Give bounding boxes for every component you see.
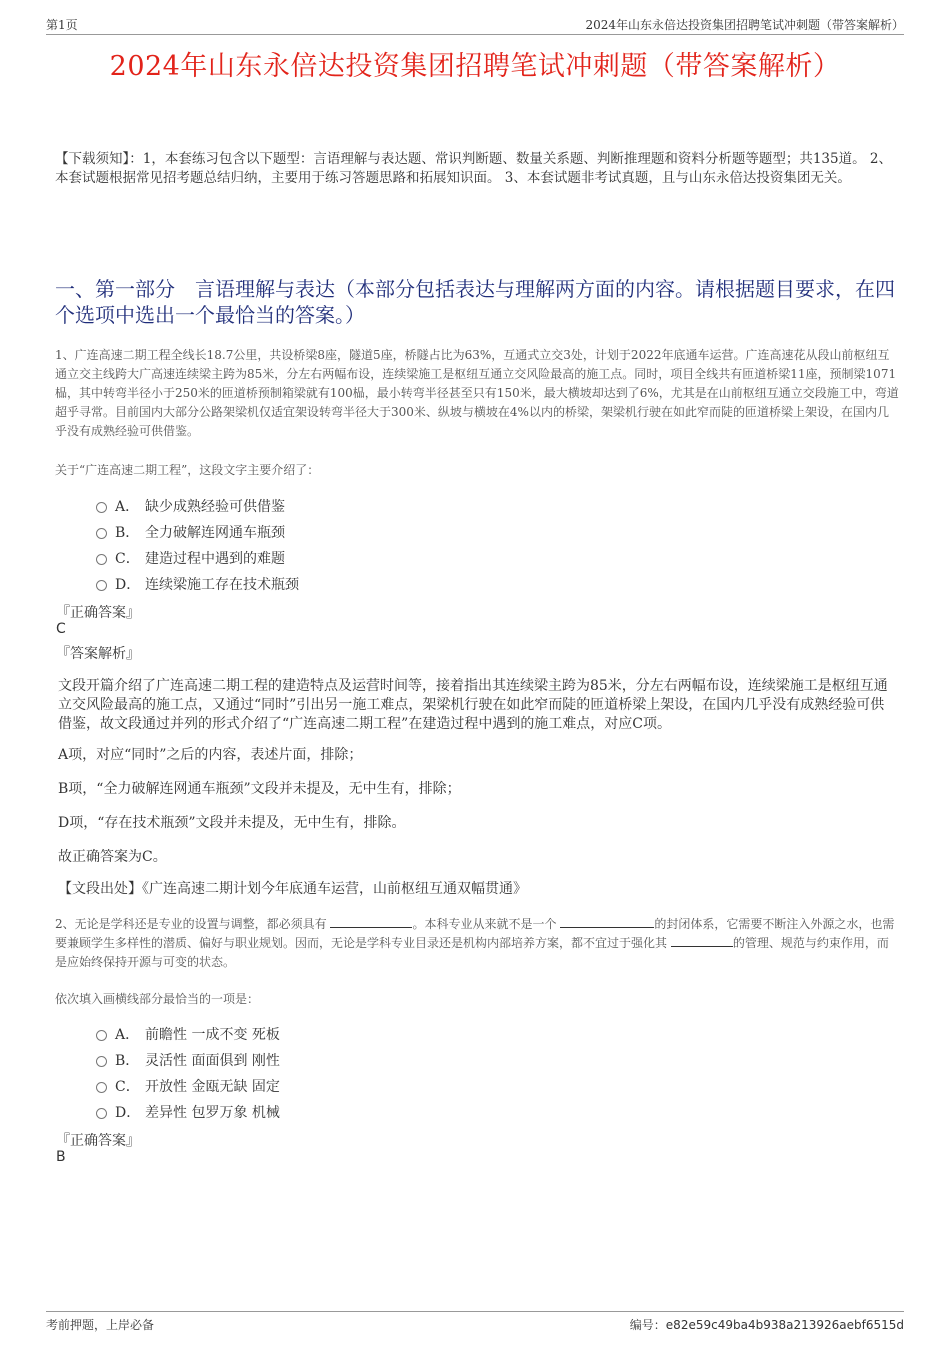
analysis-label: 『答案解析』 [56,646,140,662]
page-title: 2024年山东永倍达投资集团招聘笔试冲刺题（带答案解析） [109,51,841,82]
analysis-conclusion: 故正确答案为C。 [58,849,167,865]
header-doc-title: 2024年山东永倍达投资集团招聘笔试冲刺题（带答案解析） [585,18,904,32]
question-2-stem: 依次填入画横线部分最恰当的一项是： [55,992,260,1006]
radio-icon[interactable] [96,1056,107,1067]
page-header [46,16,904,35]
question-1-stem: 关于“广连高速二期工程”，这段文字主要介绍了： [55,463,320,477]
fill-blank-1[interactable] [330,915,412,928]
section-title: 一、第一部分 言语理解与表达（本部分包括表达与理解两方面的内容。请根据题目要求，在四个选项中选出一个最恰当的答案。） [55,277,895,327]
correct-answer-label: 『正确答案』 [56,605,140,621]
page-number: 第1页 [46,18,78,32]
fill-blank-2[interactable] [560,915,654,928]
radio-icon[interactable] [96,580,107,591]
fill-blank-3[interactable] [671,934,733,947]
radio-icon[interactable] [96,528,107,539]
correct-answer: B [56,1149,66,1165]
radio-icon[interactable] [96,1108,107,1119]
radio-icon[interactable] [96,502,107,513]
correct-answer: C [56,621,66,637]
analysis-option-a: A项，对应“同时”之后的内容，表述片面，排除； [58,747,363,763]
correct-answer-label: 『正确答案』 [56,1133,140,1149]
analysis-paragraph: 文段开篇介绍了广连高速二期工程的建造特点及运营时间等，接着指出其连续梁主跨为85米，分左右两幅布设，连续梁施工是枢纽互通立交风险最高的施工点，又通过“同时”引出另一施工难点，架梁机行驶在如此窄而陡的匝道桥梁上架设，在国内几乎没有成熟经验可供借鉴，故文段通过并列的形式介绍了“广连高速二期工程”在建造过程中遇到的施工难点，对应C项。 [58,678,888,732]
analysis-option-d: D项，“存在技术瓶颈”文段并未提及，无中生有，排除。 [58,815,406,831]
radio-icon[interactable] [96,554,107,565]
question-1-text: 1、广连高速二期工程全线长18.7公里，共设桥梁8座，隧道5座，桥隧占比为63%，互通式立交3处，计划于2022年底通车运营。广连高速花从段山前枢纽互通立交主线跨大广高速连续梁主跨为85米，分左右两幅布设，连续梁施工是枢纽互通立交风险最高的施工点。同时，项目全线共有匝道桥梁11座，预制梁1071榀，其中转弯半径小于250米的匝道桥预制箱梁就有100榀，最小转弯半径甚至只有150米，最大横坡却达到了6%，尤其是在山前枢纽互通立交段施工中，弯道超乎寻常。目前国内大部分公路架梁机仅适宜架设转弯半径大于300米、纵坡与横坡在4%以内的桥梁，架梁机行驶在如此窄而陡的匝道桥梁上架设，在国内几乎没有成熟经验可供借鉴。 [55,348,899,438]
footer-slogan: 考前押题，上岸必备 [46,1318,155,1332]
analysis-option-b: B项，“全力破解连网通车瓶颈”文段并未提及，无中生有，排除； [58,781,461,797]
radio-icon[interactable] [96,1030,107,1041]
page-footer [46,1311,904,1334]
download-notice: 【下载须知】：1，本套练习包含以下题型：言语理解与表达题、常识判断题、数量关系题、判断推理题和资料分析题等题型；共135道。 2、本套试题根据常见招考题总结归纳，主要用于练习答题思路和拓展知识面。 3、本套试题非考试真题，且与山东永倍达投资集团无关。 [55,151,892,186]
analysis-source: 【文段出处】《广连高速二期计划今年底通车运营，山前枢纽互通双幅贯通》 [58,881,527,897]
footer-code: 编号：e82e59c49ba4b938a213926aebf6515d [629,1318,904,1332]
question-2-text: 2、无论是学科还是专业的设置与调整，都必须具有 。本科专业从来就不是一个 的封闭体系，它需要不断注入外源之水，也需要兼顾学生多样性的潜质、偏好与职业规划。因而，无论是学科专业目录还是机构内部培养方案，都不宜过于强化其 的管理、规范与约束作用，而是应始终保持开源与可变的状态。 [55,917,895,969]
radio-icon[interactable] [96,1082,107,1093]
